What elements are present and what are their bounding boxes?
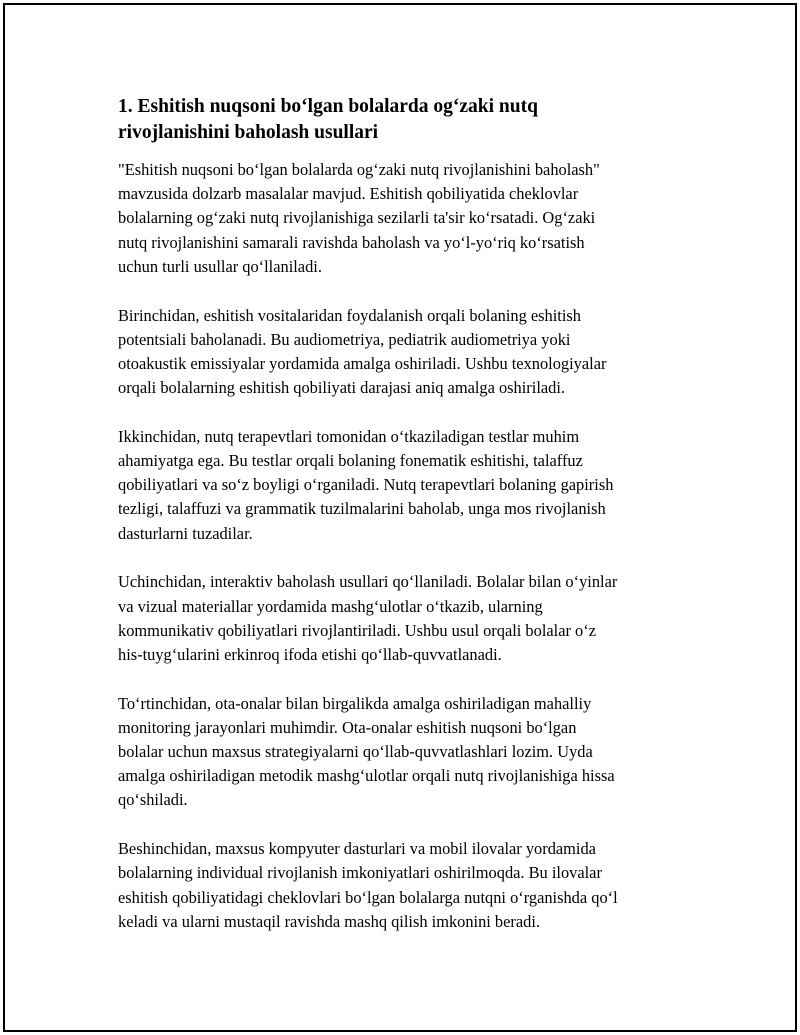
paragraph-second: [118, 425, 688, 546]
paragraph-line: nutq rivojlanishini samarali ravishda baholash va yo‘l-yo‘riq ko‘rsatish: [118, 232, 585, 252]
paragraph-line: eshitish qobiliyatidagi cheklovlari bo‘lgan bolalarga nutqni o‘rganishda qo‘l: [118, 887, 618, 907]
paragraph-line: Beshinchidan, maxsus kompyuter dasturlari va mobil ilovalar yordamida: [118, 839, 596, 859]
paragraph-intro: [118, 158, 688, 279]
paragraph-line: amalga oshiriladigan metodik mashg‘ulotlar orqali nutq rivojlanishiga hissa: [118, 766, 615, 786]
paragraph-line: Uchinchidan, interaktiv baholash usullari qo‘llaniladi. Bolalar bilan o‘yinlar: [118, 572, 618, 592]
document-body: [118, 94, 688, 958]
paragraph-line: monitoring jarayonlari muhimdir. Ota-onalar eshitish nuqsoni bo‘lgan: [118, 717, 577, 737]
paragraph-line: "Eshitish nuqsoni bo‘lgan bolalarda og‘zaki nutq rivojlanishini baholash": [118, 160, 600, 179]
paragraph-line: qo‘shiladi.: [118, 790, 188, 810]
section-heading: [118, 94, 688, 146]
paragraph-line: Birinchidan, eshitish vositalaridan foydalanish orqali bolaning eshitish: [118, 305, 581, 325]
paragraph-line: qobiliyatlari va so‘z boyligi o‘rganiladi. Nutq terapevtlari bolaning gapirish: [118, 475, 614, 495]
paragraph-line: bolalarning og‘zaki nutq rivojlanishiga sezilarli ta'sir ko‘rsatadi. Og‘zaki: [118, 208, 596, 228]
heading-line: 1. Eshitish nuqsoni bo‘lgan bolalarda og‘zaki nutq: [118, 96, 538, 117]
paragraph-line: Ikkinchidan, nutq terapevtlari tomonidan o‘tkaziladigan testlar muhim: [118, 426, 580, 446]
paragraph-line: va vizual materiallar yordamida mashg‘ulotlar o‘tkazib, ularning: [118, 596, 543, 616]
paragraph-line: potentsiali baholanadi. Bu audiometriya, pediatrik audiometriya yoki: [118, 329, 571, 349]
paragraph-line: dasturlarni tuzadilar.: [118, 523, 253, 543]
paragraph-line: keladi va ularni mustaqil ravishda mashq qilish imkonini beradi.: [118, 911, 540, 931]
paragraph-line: kommunikativ qobiliyatlari rivojlantiriladi. Ushbu usul orqali bolalar o‘z: [118, 620, 596, 640]
paragraph-line: uchun turli usullar qo‘llaniladi.: [118, 256, 322, 276]
paragraph-fifth: [118, 837, 688, 934]
paragraph-line: orqali bolalarning eshitish qobiliyati darajasi aniq amalga oshiriladi.: [118, 378, 565, 398]
paragraph-line: ahamiyatga ega. Bu testlar orqali bolaning fonematik eshitishi, talaffuz: [118, 451, 583, 471]
heading-line: rivojlanishini baholash usullari: [118, 122, 379, 143]
paragraph-line: mavzusida dolzarb masalalar mavjud. Eshitish qobiliyatida cheklovlar: [118, 184, 579, 204]
paragraph-fourth: [118, 692, 688, 813]
paragraph-line: his-tuyg‘ularini erkinroq ifoda etishi qo‘llab-quvvatlanadi.: [118, 644, 502, 664]
paragraph-line: bolalar uchun maxsus strategiyalarni qo‘llab-quvvatlashlari lozim. Uyda: [118, 742, 593, 762]
paragraph-line: To‘rtinchidan, ota-onalar bilan birgalikda amalga oshiriladigan mahalliy: [118, 693, 592, 713]
paragraph-line: otoakustik emissiyalar yordamida amalga oshiriladi. Ushbu texnologiyalar: [118, 353, 607, 373]
paragraph-line: bolalarning individual rivojlanish imkoniyatlari oshirilmoqda. Bu ilovalar: [118, 863, 602, 883]
paragraph-line: tezligi, talaffuzi va grammatik tuzilmalarini baholab, unga mos rivojlanish: [118, 499, 606, 519]
paragraph-third: [118, 570, 688, 667]
paragraph-first: [118, 304, 688, 401]
